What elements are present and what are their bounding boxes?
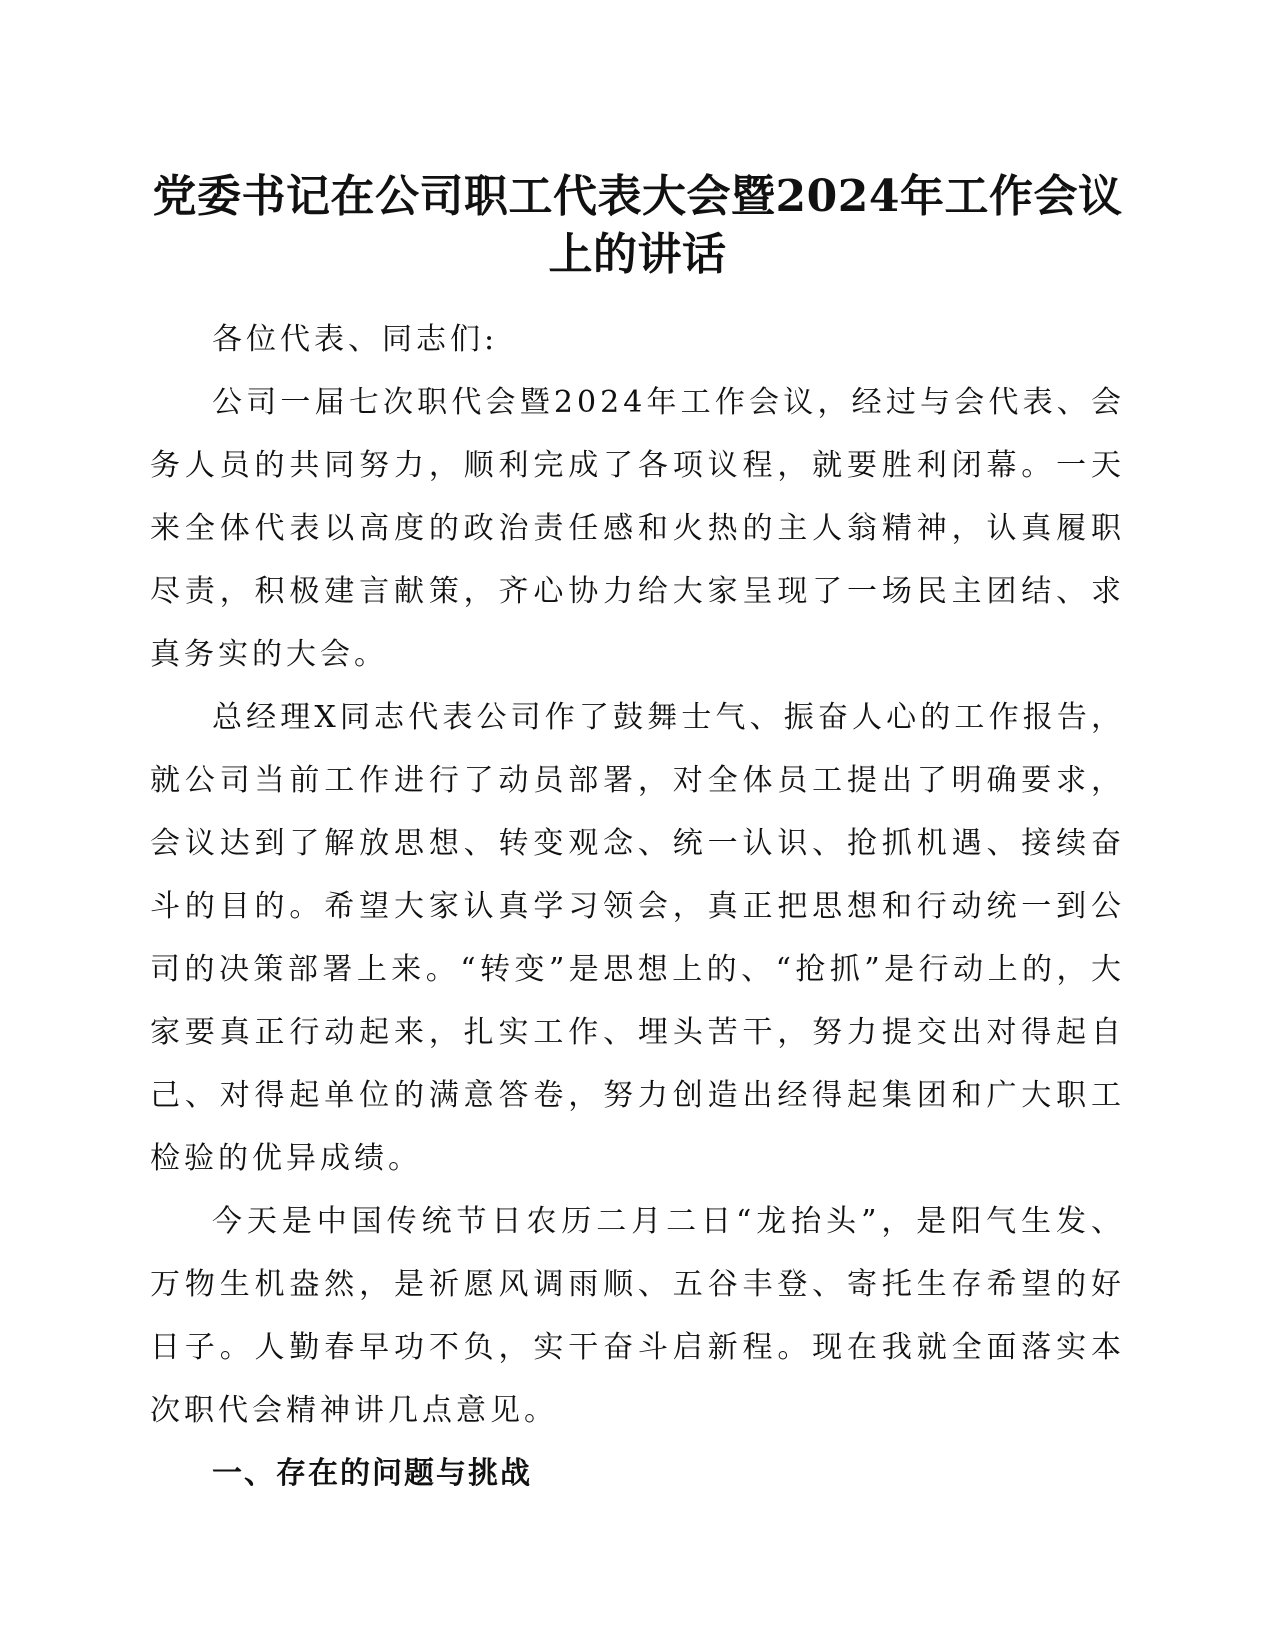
section-heading: 一、存在的问题与挑战 bbox=[212, 1456, 532, 1491]
paragraph-opening: 公司一届七次职代会暨2024年工作会议，经过与会代表、会务人员的共同努力，顺利完成了各项议程，就要胜利闭幕。一天来全体代表以高度的政治责任感和火热的主人翁精神，认真履职尽责，积极建言献策，齐心协力给大家呈现了一场民主团结、求真务实的大会。 bbox=[150, 385, 1125, 672]
salutation: 各位代表、同志们: bbox=[212, 322, 499, 357]
document-body bbox=[150, 308, 1125, 1505]
document-page bbox=[150, 168, 1125, 1505]
paragraph-dragon-day: 今天是中国传统节日农历二月二日“龙抬头”，是阳气生发、万物生机盎然，是祈愿风调雨顺、五谷丰登、寄托生存希望的好日子。人勤春早功不负，实干奋斗启新程。现在我就全面落实本次职代会精神讲几点意见。 bbox=[150, 1204, 1125, 1428]
paragraph-report: 总经理X同志代表公司作了鼓舞士气、振奋人心的工作报告，就公司当前工作进行了动员部署，对全体员工提出了明确要求，会议达到了解放思想、转变观念、统一认识、抢抓机遇、接续奋斗的目的。希望大家认真学习领会，真正把思想和行动统一到公司的决策部署上来。“转变”是思想上的、“抢抓”是行动上的，大家要真正行动起来，扎实工作、埋头苦干，努力提交出对得起自己、对得起单位的满意答卷，努力创造出经得起集团和广大职工检验的优异成绩。 bbox=[150, 700, 1125, 1176]
document-title: 党委书记在公司职工代表大会暨2024年工作会议上的讲话 bbox=[152, 171, 1123, 280]
